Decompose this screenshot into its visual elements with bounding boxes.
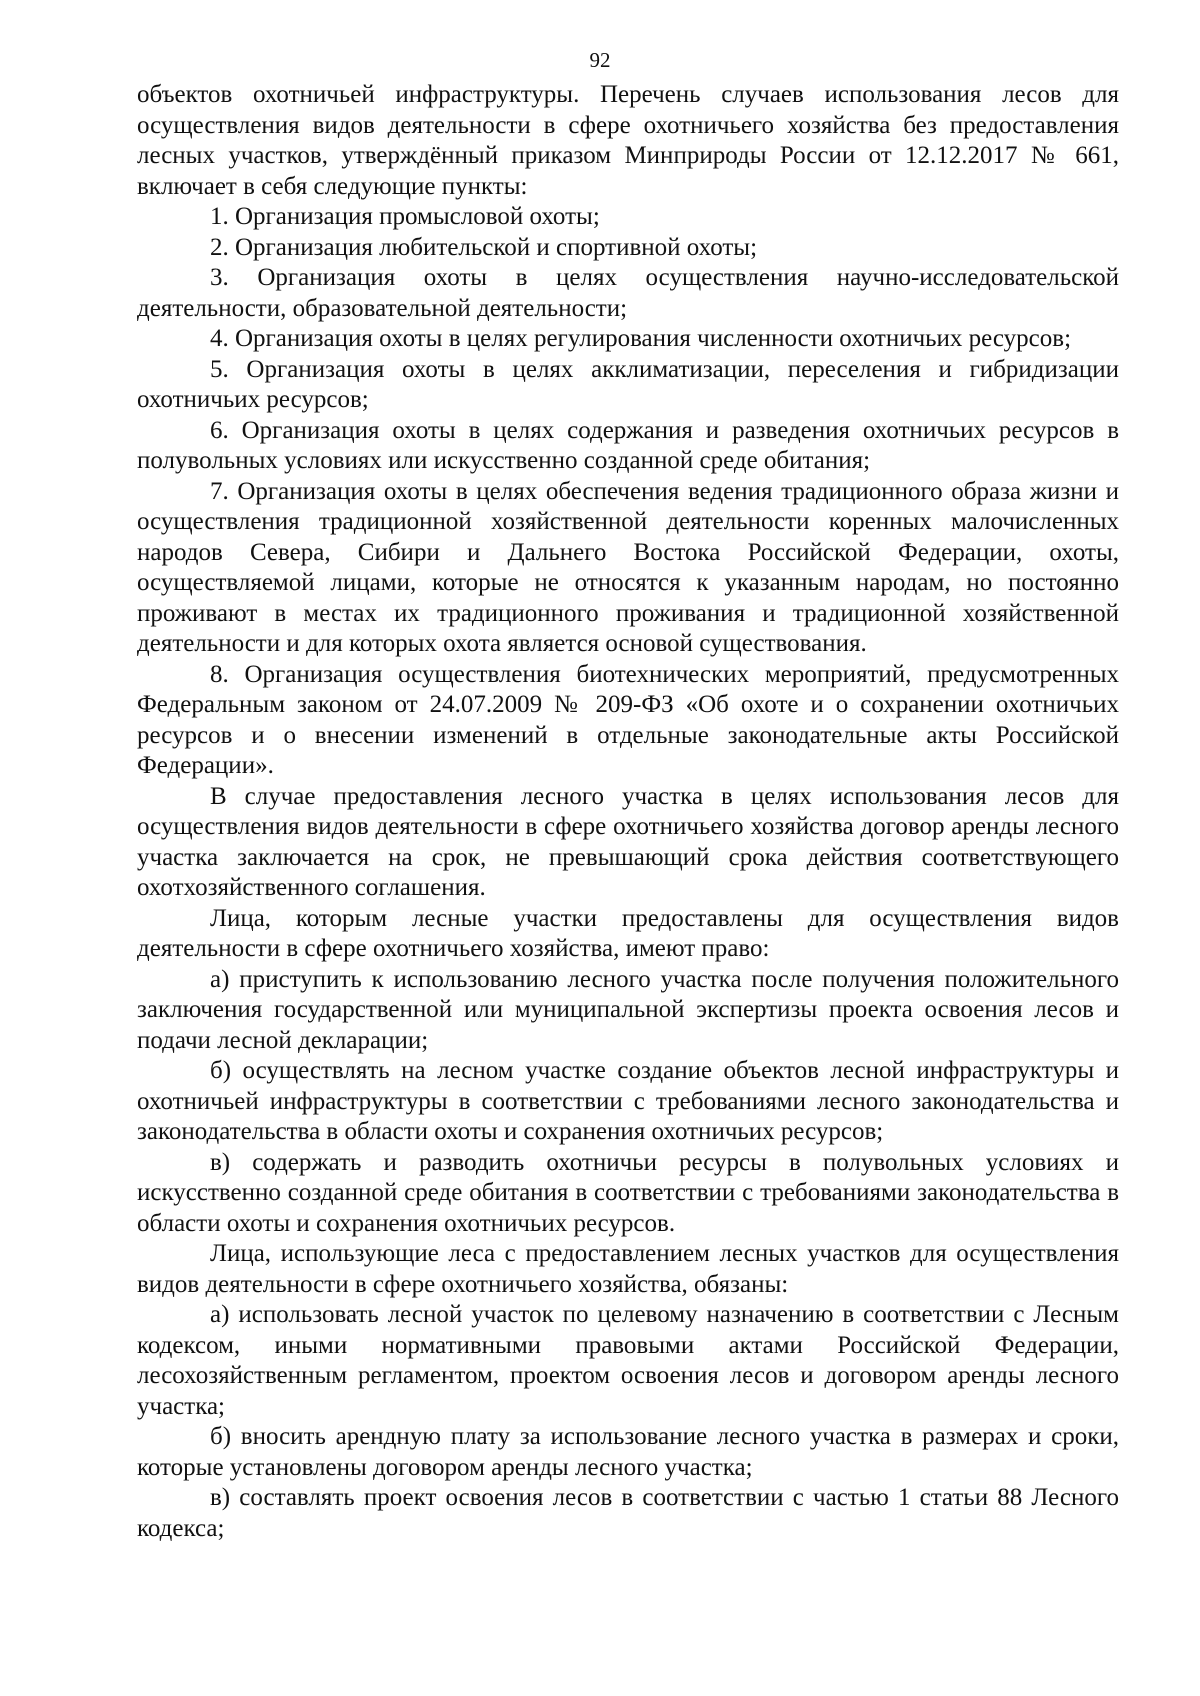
obligations-item-v: в) составлять проект освоения лесов в соответствии с частью 1 статьи 88 Лесного кодекса; [137, 1484, 1119, 1542]
list-item-6: 6. Организация охоты в целях содержания и разведения охотничьих ресурсов в полувольных условиях или искусственно созданной среде обитания; [137, 416, 1119, 474]
list-item-1: 1. Организация промысловой охоты; [210, 203, 600, 230]
list-item-3: 3. Организация охоты в целях осуществления научно-исследовательской деятельности, образовательной деятельности; [137, 264, 1119, 322]
list-item-7: 7. Организация охоты в целях обеспечения ведения традиционного образа жизни и осуществления традиционной хозяйственной деятельности коренных малочисленных народов Севера, Сибири и Дальнего Востока Российской Федерации, охоты, осуществляемой лицами, которые не относятся к указанным народам, но постоянно проживают в местах их традиционного проживания и традиционной хозяйственной деятельности и для которых охота является основой существования. [137, 477, 1119, 657]
rights-item-a: а) приступить к использованию лесного участка после получения положительного заключения государственной или муниципальной экспертизы проекта освоения лесов и подачи лесной декларации; [137, 965, 1119, 1054]
list-item-5: 5. Организация охоты в целях акклиматизации, переселения и гибридизации охотничьих ресурсов; [137, 355, 1119, 413]
list-item-2: 2. Организация любительской и спортивной охоты; [210, 233, 758, 261]
rights-item-b: б) осуществлять на лесном участке создание объектов лесной инфраструктуры и охотничьей инфраструктуры в соответствии с требованиями лесного законодательства и законодательства в области охоты и сохранения охотничьих ресурсов; [137, 1057, 1119, 1145]
list-item-4: 4. Организация охоты в целях регулирования численности охотничьих ресурсов; [210, 325, 1072, 352]
obligations-item-b: б) вносить арендную плату за использование лесного участка в размерах и сроки, которые установлены договором аренды лесного участка; [137, 1423, 1119, 1481]
obligations-item-a: а) использовать лесной участок по целевому назначению в соответствии с Лесным кодексом, иными нормативными правовыми актами Российской Федерации, лесохозяйственным регламентом, проектом освоения лесов и договором аренды лесного участка; [137, 1301, 1119, 1420]
paragraph-rights-intro: Лица, которым лесные участки предоставлены для осуществления видов деятельности в сфере охотничьего хозяйства, имеют право: [137, 904, 1119, 962]
rights-item-v: в) содержать и разводить охотничьи ресурсы в полувольных условиях и искусственно созданной среде обитания в соответствии с требованиями законодательства в области охоты и сохранения охотничьих ресурсов. [137, 1148, 1119, 1237]
list-item-8: 8. Организация осуществления биотехнических мероприятий, предусмотренных Федеральным законом от 24.07.2009 № 209-ФЗ «Об охоте и о сохранении охотничьих ресурсов и о внесении изменений в отдельные законодательные акты Российской Федерации». [137, 660, 1119, 779]
paragraph-obligations-intro: Лица, использующие леса с предоставлением лесных участков для осуществления видов деятельности в сфере охотничьего хозяйства, обязаны: [137, 1240, 1119, 1298]
paragraph-continuation: объектов охотничьей инфраструктуры. Перечень случаев использования лесов для осуществления видов деятельности в сфере охотничьего хозяйства без предоставления лесных участков, утверждённый приказом Минприроды России от 12.12.2017 № 661, включает в себя следующие пункты: [137, 81, 1119, 200]
document-body [137, 80, 1119, 1544]
paragraph-lease-term: В случае предоставления лесного участка в целях использования лесов для осуществления видов деятельности в сфере охотничьего хозяйства договор аренды лесного участка заключается на срок, не превышающий срока действия соответствующего охотхозяйственного соглашения. [137, 782, 1119, 901]
page-number: 92 [589, 48, 611, 72]
